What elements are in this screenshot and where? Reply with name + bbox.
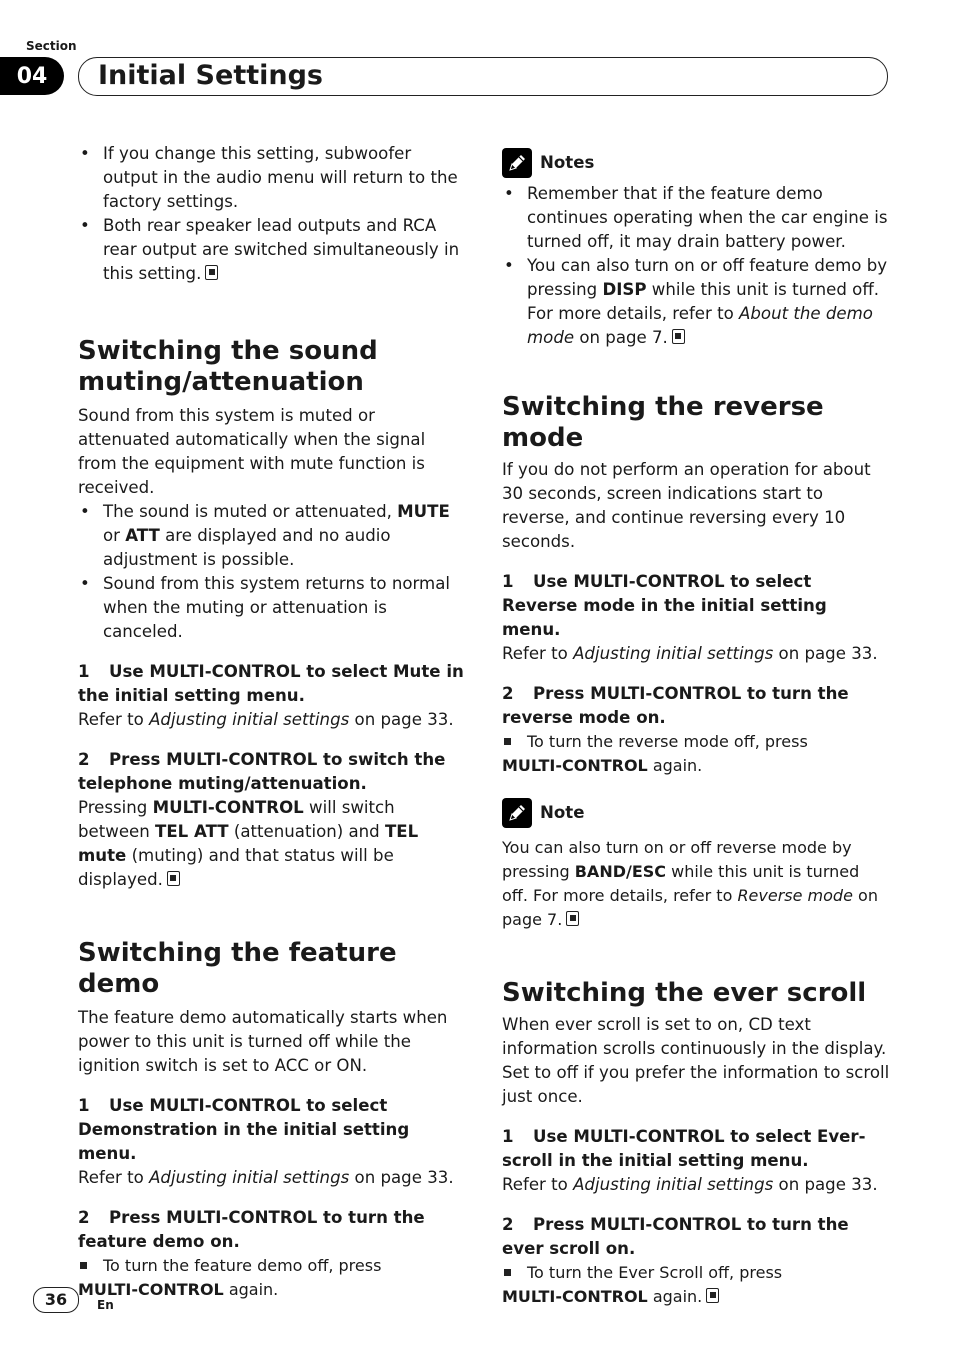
cross-reference-link: Adjusting initial settings (573, 644, 774, 663)
mute-bullet-list (78, 500, 466, 644)
demo-intro: The feature demo automatically starts when power to this unit is turned off while the ignition switch is set to ACC or ON. (78, 1008, 448, 1075)
mute-step-1: 1 Use MULTI-CONTROL to select Mute in the initial setting menu. (78, 662, 464, 705)
list-item: • Remember that if the feature demo continues operating when the car engine is turned off, it may drain battery power. (502, 182, 890, 254)
cross-reference-link: Adjusting initial settings (573, 1175, 774, 1194)
note-header (502, 796, 890, 830)
section-heading-scroll: Switching the ever scroll (502, 978, 867, 1008)
end-mark-icon (672, 329, 685, 344)
list-item: • Sound from this system returns to normal when the muting or attenuation is canceled. (78, 572, 466, 644)
list-item: • You can also turn on or off feature demo by pressing DISP while this unit is turned off. For more details, refer to About the demo mode on page 7. (502, 254, 890, 350)
reverse-note-body: You can also turn on or off reverse mode by pressing BAND/ESC while this unit is turned off. For more details, refer to Reverse mode on page 7. (502, 838, 878, 929)
section-heading-reverse: Switching the reverse mode (502, 392, 824, 453)
demo-step-2-sub-cont: MULTI-CONTROL again. (78, 1280, 279, 1299)
square-bullet-icon (80, 1262, 87, 1269)
reverse-step-1: 1 Use MULTI-CONTROL to select Reverse mode in the initial setting menu. (502, 572, 827, 639)
end-mark-icon (566, 911, 579, 926)
notes-title: Notes (540, 153, 595, 172)
page-title: Initial Settings (98, 60, 324, 91)
cross-reference-link: Adjusting initial settings (149, 710, 350, 729)
scroll-intro: When ever scroll is set to on, CD text information scrolls continuously in the display. Set to off if you prefer the information to scroll just once. (502, 1015, 890, 1106)
list-item: • The sound is muted or attenuated, MUTE or ATT are displayed and no audio adjustment is possible. (78, 500, 466, 572)
left-column (78, 142, 466, 1302)
cross-reference-link: Adjusting initial settings (149, 1168, 350, 1187)
mute-step-2: 2 Press MULTI-CONTROL to switch the telephone muting/attenuation. (78, 750, 446, 793)
intro-bullet-list (78, 142, 466, 286)
demo-step-1: 1 Use MULTI-CONTROL to select Demonstration in the initial setting menu. (78, 1096, 410, 1163)
scroll-step-1: 1 Use MULTI-CONTROL to select Ever-scroll in the initial setting menu. (502, 1127, 866, 1170)
notes-header (502, 146, 890, 180)
scroll-step-1-ref: Refer to Adjusting initial settings on page 33. (502, 1175, 878, 1194)
language-label: En (97, 1298, 114, 1312)
square-bullet-icon (504, 1269, 511, 1276)
mute-step-2-body: Pressing MULTI-CONTROL will switch between TEL ATT (attenuation) and TEL mute (muting) and that status will be displayed. (78, 798, 419, 889)
reverse-step-1-ref: Refer to Adjusting initial settings on page 33. (502, 644, 878, 663)
demo-step-1-ref: Refer to Adjusting initial settings on page 33. (78, 1168, 454, 1187)
list-item: • Both rear speaker lead outputs and RCA rear output are switched simultaneously in this setting. (78, 214, 466, 286)
demo-step-2-sub: To turn the feature demo off, press (78, 1254, 466, 1278)
cross-reference-link: Reverse mode (737, 886, 853, 905)
reverse-step-2: 2 Press MULTI-CONTROL to turn the reverse mode on. (502, 684, 849, 727)
reverse-step-2-sub-cont: MULTI-CONTROL again. (502, 756, 703, 775)
reverse-intro: If you do not perform an operation for about 30 seconds, screen indications start to reverse, and continue reversing every 10 seconds. (502, 460, 871, 551)
cross-reference-link: About the demo mode (527, 304, 873, 347)
scroll-step-2-sub-cont: MULTI-CONTROL again. (502, 1285, 890, 1309)
pencil-note-icon (502, 148, 532, 178)
section-heading-demo: Switching the feature demo (78, 938, 397, 999)
section-heading-mute: Switching the sound muting/attenuation (78, 336, 378, 397)
note-title: Note (540, 803, 585, 822)
section-number-tab: 04 (0, 57, 64, 95)
mute-intro: Sound from this system is muted or attenuated automatically when the signal from the equipment with mute function is received. (78, 406, 426, 497)
right-column (502, 146, 890, 1309)
page-number: 36 (33, 1287, 79, 1313)
end-mark-icon (167, 871, 180, 886)
demo-step-2: 2 Press MULTI-CONTROL to turn the feature demo on. (78, 1208, 425, 1251)
mute-step-1-ref: Refer to Adjusting initial settings on page 33. (78, 710, 454, 729)
square-bullet-icon (504, 738, 511, 745)
scroll-step-2: 2 Press MULTI-CONTROL to turn the ever scroll on. (502, 1215, 849, 1258)
notes-list (502, 182, 890, 350)
reverse-step-2-sub: To turn the reverse mode off, press (502, 730, 890, 754)
end-mark-icon (706, 1288, 719, 1303)
section-label: Section (26, 39, 77, 53)
scroll-step-2-sub: To turn the Ever Scroll off, press (502, 1261, 890, 1285)
list-item: • If you change this setting, subwoofer output in the audio menu will return to the factory settings. (78, 142, 466, 214)
pencil-note-icon (502, 798, 532, 828)
end-mark-icon (205, 265, 218, 280)
